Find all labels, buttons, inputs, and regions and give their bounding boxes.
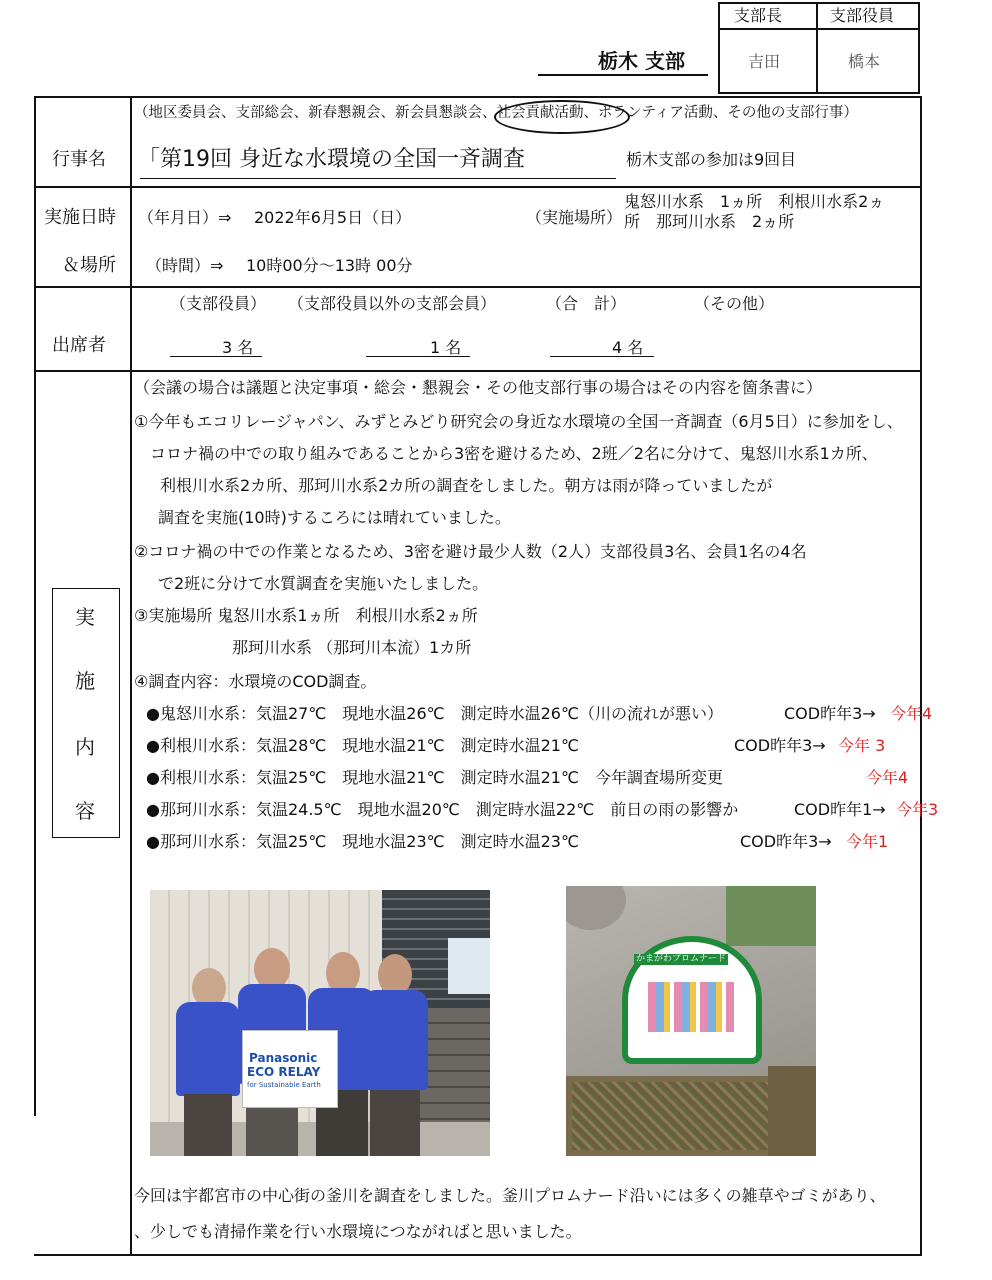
content-line: ①今年もエコリレージャパン、みずとみどり研究会の身近な水環境の全国一斉調査（6月5日）に参加をし、 bbox=[134, 412, 903, 431]
category-circle bbox=[494, 100, 630, 134]
attendance-v1: 3 名 bbox=[222, 338, 254, 357]
attendance-v2: 1 名 bbox=[430, 338, 462, 357]
measurement-row: ●利根川水系：気温25℃ 現地水温21℃ 測定時水温21℃ 今年調査場所変更 bbox=[146, 768, 723, 787]
measurement-cod-now: 今年1 bbox=[846, 832, 889, 851]
measurement-row: ●那珂川水系：気温24.5℃ 現地水温20℃ 測定時水温22℃ 前日の雨の影響か bbox=[146, 800, 739, 819]
content-label-char: 実 bbox=[75, 605, 95, 629]
measurement-row: ●那珂川水系：気温25℃ 現地水温23℃ 測定時水温23℃ bbox=[146, 832, 579, 851]
measurement-cod: COD昨年3→ bbox=[740, 832, 832, 851]
promenade-sign-photo bbox=[566, 886, 816, 1156]
time-value: 10時00分～13時 00分 bbox=[246, 256, 413, 275]
measurement-row: ●利根川水系：気温28℃ 現地水温21℃ 測定時水温21℃ bbox=[146, 736, 579, 755]
event-label: 行事名 bbox=[52, 149, 106, 170]
footer-line1: 今回は宇都宮市の中心街の釜川を調査をしました。釜川プロムナード沿いには多くの雑草やゴミがあり、 bbox=[134, 1186, 886, 1205]
eco-relay-banner bbox=[242, 1030, 338, 1108]
content-label-char: 容 bbox=[75, 799, 95, 823]
approval-box bbox=[718, 2, 920, 94]
event-categories: （地区委員会、支部総会、新春懇親会、新会員懇談会、社会貢献活動、ボランティア活動、その他の支部行事） bbox=[134, 105, 858, 121]
event-title: 「第19回 身近な水環境の全国一斉調査 bbox=[138, 147, 525, 172]
content-line: 調査を実施(10時)するころには晴れていました。 bbox=[158, 508, 511, 527]
content-line: ②コロナ禍の中での作業となるため、3密を避け最少人数（2人）支部役員3名、会員1名の4名 bbox=[134, 542, 807, 561]
schedule-label-date: 実施日時 bbox=[44, 207, 116, 228]
content-line: 利根川水系2カ所、那珂川水系2カ所の調査をしました。朝方は雨が降っていましたが bbox=[160, 476, 773, 495]
measurement-cod-now: 今年4 bbox=[890, 704, 933, 723]
measurement-cod: COD昨年3→ bbox=[734, 736, 826, 755]
attendance-h1: （支部役員） bbox=[170, 294, 267, 313]
approval-officer-label: 支部役員 bbox=[830, 6, 895, 25]
measurement-cod-now: 今年4 bbox=[866, 768, 909, 787]
content-line: 那珂川水系 （那珂川本流）1カ所 bbox=[232, 638, 472, 657]
date-prefix: （年月日）⇒ bbox=[138, 208, 232, 227]
content-line: コロナ禍の中での取り組みであることから3密を避けるため、2班／2名に分けて、鬼怒川水系1カ所、 bbox=[150, 444, 878, 463]
content-line: （会議の場合は議題と決定事項・総会・懇親会・その他支部行事の場合はその内容を箇条書に） bbox=[134, 378, 823, 397]
branch-underline bbox=[538, 74, 708, 76]
content-label-char: 内 bbox=[75, 735, 95, 759]
banner-line1: Panasonic bbox=[249, 1051, 318, 1065]
time-prefix: （時間）⇒ bbox=[146, 256, 224, 275]
measurement-cod-now: 今年 3 bbox=[838, 736, 886, 755]
place-label: （実施場所） bbox=[526, 208, 623, 227]
content-line: ④調査内容：水環境のCOD調査。 bbox=[134, 672, 377, 691]
promenade-sign bbox=[622, 936, 762, 1064]
measurement-row: ●鬼怒川水系：気温27℃ 現地水温26℃ 測定時水温26℃（川の流れが悪い） bbox=[146, 704, 723, 723]
content-line: ③実施場所 鬼怒川水系1ヵ所 利根川水系2ヵ所 bbox=[134, 606, 478, 625]
branch-name: 栃木 支部 bbox=[598, 49, 685, 73]
footer-line2: 、少しでも清掃作業を行い水環境につながればと思いました。 bbox=[134, 1222, 582, 1241]
group-photo bbox=[150, 890, 490, 1156]
measurement-cod: COD昨年3→ bbox=[784, 704, 876, 723]
measurement-cod-now: 今年3 bbox=[896, 800, 939, 819]
approval-head-label: 支部長 bbox=[734, 6, 783, 25]
attendance-h4: （その他） bbox=[694, 294, 775, 313]
content-line: で2班に分けて水質調査を実施いたしました。 bbox=[158, 574, 489, 593]
approval-officer-name: 橋本 bbox=[848, 52, 881, 71]
banner-line3: for Sustainable Earth bbox=[247, 1081, 321, 1089]
attendance-h3: （合 計） bbox=[546, 294, 627, 313]
attendance-v3: 4 名 bbox=[612, 338, 644, 357]
schedule-label-place: ＆場所 bbox=[62, 255, 116, 276]
place-line2: 所 那珂川水系 2ヵ所 bbox=[624, 212, 795, 231]
banner-line2: ECO RELAY bbox=[247, 1065, 321, 1079]
content-label-char: 施 bbox=[75, 669, 95, 693]
date-value: 2022年6月5日（日） bbox=[254, 208, 412, 227]
place-line1: 鬼怒川水系 1ヵ所 利根川水系2ヵ bbox=[624, 192, 885, 211]
attendance-h2: （支部役員以外の支部会員） bbox=[288, 294, 497, 313]
attendance-label: 出席者 bbox=[52, 335, 106, 356]
measurement-cod: COD昨年1→ bbox=[794, 800, 886, 819]
event-title-underline bbox=[140, 178, 616, 179]
sign-text: かまがわプロムナード bbox=[636, 954, 726, 964]
event-note: 栃木支部の参加は9回目 bbox=[626, 150, 797, 169]
content-label-box bbox=[52, 588, 120, 838]
approval-head-name: 吉田 bbox=[748, 52, 781, 71]
